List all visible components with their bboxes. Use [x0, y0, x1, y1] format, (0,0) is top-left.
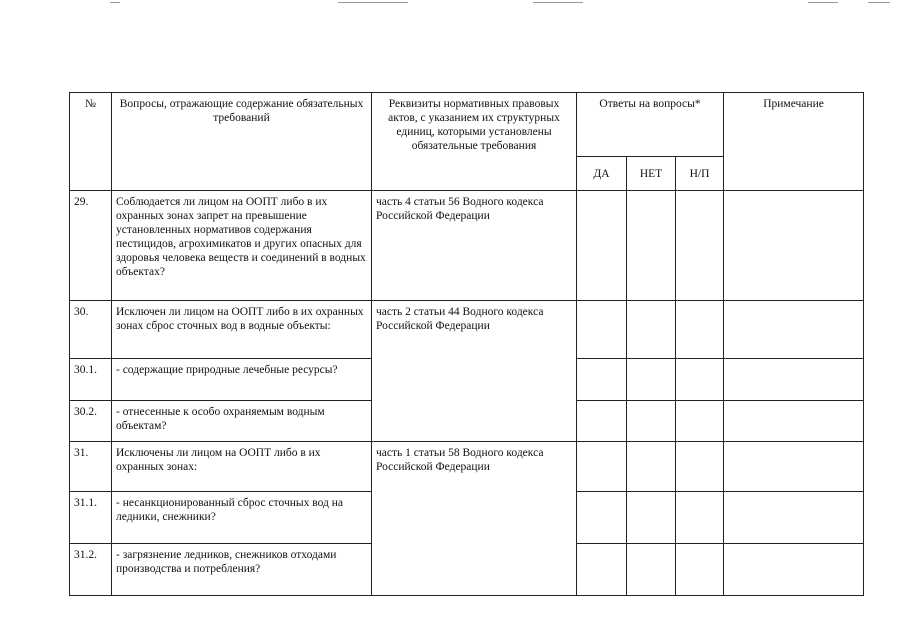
answer-na-cell[interactable] [676, 401, 724, 442]
answer-yes-cell[interactable] [577, 492, 627, 544]
header-answers: Ответы на вопросы* [577, 93, 724, 157]
row-question: - содержащие природные лечебные ресурсы? [112, 359, 372, 401]
scan-artifact [110, 2, 120, 3]
scan-artifact [338, 2, 408, 3]
row-number: 30.2. [70, 401, 112, 442]
row-number: 31. [70, 442, 112, 492]
row-question: Исключен ли лицом на ООПТ либо в их охранных зонах сброс сточных вод в водные объекты: [112, 301, 372, 359]
row-question: - отнесенные к особо охраняемым водным объектам? [112, 401, 372, 442]
table-header-row [70, 93, 864, 157]
table-row [70, 301, 864, 359]
header-note: Примечание [724, 93, 864, 191]
answer-yes-cell[interactable] [577, 442, 627, 492]
answer-na-cell[interactable] [676, 442, 724, 492]
answer-no-cell[interactable] [627, 492, 676, 544]
answer-na-cell[interactable] [676, 301, 724, 359]
answer-na-cell[interactable] [676, 492, 724, 544]
answer-na-cell[interactable] [676, 191, 724, 301]
header-questions: Вопросы, отражающие содержание обязательных требований [112, 93, 372, 191]
table-row [70, 442, 864, 492]
answer-yes-cell[interactable] [577, 359, 627, 401]
answer-no-cell[interactable] [627, 401, 676, 442]
note-cell[interactable] [724, 401, 864, 442]
row-question: Исключены ли лицом на ООПТ либо в их охранных зонах: [112, 442, 372, 492]
header-num: № [70, 93, 112, 191]
header-na: Н/П [676, 157, 724, 191]
scan-artifact [868, 2, 890, 3]
row-question: Соблюдается ли лицом на ООПТ либо в их охранных зонах запрет на превышение установленных нормативов содержания пестицидов, агрохимикатов и других опасных для здоровья человека веществ и соединений в водных объектах? [112, 191, 372, 301]
answer-no-cell[interactable] [627, 442, 676, 492]
row-number: 31.2. [70, 544, 112, 596]
answer-yes-cell[interactable] [577, 401, 627, 442]
header-no: НЕТ [627, 157, 676, 191]
note-cell[interactable] [724, 191, 864, 301]
answer-no-cell[interactable] [627, 359, 676, 401]
scan-artifact [808, 2, 838, 3]
row-number: 30. [70, 301, 112, 359]
answer-yes-cell[interactable] [577, 544, 627, 596]
header-yes: ДА [577, 157, 627, 191]
note-cell[interactable] [724, 359, 864, 401]
note-cell[interactable] [724, 301, 864, 359]
answer-yes-cell[interactable] [577, 191, 627, 301]
header-requisites: Реквизиты нормативных правовых актов, с указанием их структурных единиц, которыми установлены обязательные требования [372, 93, 577, 191]
row-requisite: часть 1 статьи 58 Водного кодекса Российской Федерации [372, 442, 577, 596]
answer-yes-cell[interactable] [577, 301, 627, 359]
requirements-table [69, 92, 864, 596]
note-cell[interactable] [724, 492, 864, 544]
row-number: 29. [70, 191, 112, 301]
scan-artifact [533, 2, 583, 3]
row-number: 30.1. [70, 359, 112, 401]
table-row [70, 191, 864, 301]
row-number: 31.1. [70, 492, 112, 544]
row-requisite: часть 2 статьи 44 Водного кодекса Российской Федерации [372, 301, 577, 442]
row-question: - несанкционированный сброс сточных вод на ледники, снежники? [112, 492, 372, 544]
note-cell[interactable] [724, 442, 864, 492]
answer-no-cell[interactable] [627, 544, 676, 596]
answer-na-cell[interactable] [676, 544, 724, 596]
answer-no-cell[interactable] [627, 191, 676, 301]
answer-no-cell[interactable] [627, 301, 676, 359]
row-requisite: часть 4 статьи 56 Водного кодекса Российской Федерации [372, 191, 577, 301]
note-cell[interactable] [724, 544, 864, 596]
answer-na-cell[interactable] [676, 359, 724, 401]
row-question: - загрязнение ледников, снежников отходами производства и потребления? [112, 544, 372, 596]
